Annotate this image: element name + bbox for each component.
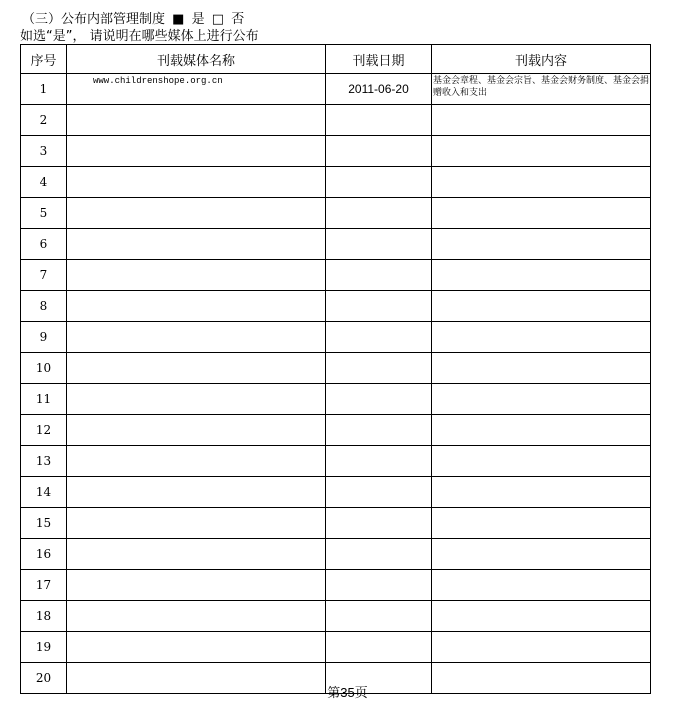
row-media-name [67, 477, 326, 508]
header-content: 刊载内容 [432, 45, 651, 74]
row-media-name [67, 260, 326, 291]
row-media-name [67, 508, 326, 539]
row-media-name [67, 539, 326, 570]
row-media-name [67, 198, 326, 229]
table-row [21, 601, 651, 632]
row-date [326, 601, 432, 632]
table-row [21, 105, 651, 136]
row-content [432, 415, 651, 446]
row-date [326, 508, 432, 539]
instruction-text: 如选“是”， 请说明在哪些媒体上进行公布 [20, 29, 259, 44]
table-row [21, 260, 651, 291]
row-index: 8 [21, 291, 67, 322]
row-index: 18 [21, 601, 67, 632]
table-row [21, 353, 651, 384]
row-index: 19 [21, 632, 67, 663]
row-media-name [67, 105, 326, 136]
row-content [432, 291, 651, 322]
row-content [432, 167, 651, 198]
row-content [432, 198, 651, 229]
row-content [432, 322, 651, 353]
table-row [21, 384, 651, 415]
table-row [21, 508, 651, 539]
row-date [326, 632, 432, 663]
row-index: 14 [21, 477, 67, 508]
row-date [326, 291, 432, 322]
yes-label: 是 [191, 12, 205, 27]
no-label: 否 [231, 12, 245, 27]
row-content [432, 570, 651, 601]
row-content [432, 353, 651, 384]
row-media-name [67, 384, 326, 415]
table-row [21, 229, 651, 260]
row-media-name [67, 570, 326, 601]
row-content [432, 508, 651, 539]
section-heading [22, 12, 244, 27]
row-media-name [67, 291, 326, 322]
row-media-name [67, 601, 326, 632]
row-index: 2 [21, 105, 67, 136]
row-date [326, 353, 432, 384]
row-index: 12 [21, 415, 67, 446]
table-row [21, 632, 651, 663]
table-row [21, 74, 651, 105]
row-media-name [67, 632, 326, 663]
header-index: 序号 [21, 45, 67, 74]
table-row [21, 136, 651, 167]
row-date [326, 539, 432, 570]
row-date [326, 167, 432, 198]
table-row [21, 570, 651, 601]
table-row [21, 291, 651, 322]
row-date [326, 570, 432, 601]
row-date: 2011-06-20 [326, 74, 432, 105]
row-date [326, 198, 432, 229]
row-content [432, 539, 651, 570]
row-index: 5 [21, 198, 67, 229]
row-index: 17 [21, 570, 67, 601]
row-content [432, 136, 651, 167]
table-body [21, 74, 651, 694]
header-date: 刊载日期 [326, 45, 432, 74]
row-media-name [67, 322, 326, 353]
row-media-name [67, 353, 326, 384]
yes-checkbox: ■ [172, 12, 185, 27]
row-date [326, 229, 432, 260]
header-media-name: 刊载媒体名称 [67, 45, 326, 74]
row-content [432, 105, 651, 136]
table-row [21, 167, 651, 198]
row-index: 3 [21, 136, 67, 167]
table-row [21, 198, 651, 229]
row-content [432, 477, 651, 508]
row-date [326, 415, 432, 446]
row-index: 20 [21, 663, 67, 694]
row-content [432, 384, 651, 415]
row-index: 15 [21, 508, 67, 539]
row-media-name [67, 229, 326, 260]
row-date [326, 260, 432, 291]
row-date [326, 477, 432, 508]
row-index: 11 [21, 384, 67, 415]
row-media-name [67, 446, 326, 477]
row-media-name [67, 167, 326, 198]
table-row [21, 539, 651, 570]
row-content [432, 229, 651, 260]
row-index: 4 [21, 167, 67, 198]
row-index: 13 [21, 446, 67, 477]
row-index: 1 [21, 74, 67, 105]
section-title: （三）公布内部管理制度 [22, 12, 166, 27]
row-content [432, 601, 651, 632]
row-index: 9 [21, 322, 67, 353]
table-row [21, 477, 651, 508]
row-content: 基金会章程、基金会宗旨、基金会财务制度、基金会捐赠收入和支出 [432, 74, 651, 105]
row-index: 16 [21, 539, 67, 570]
row-date [326, 446, 432, 477]
row-date [326, 105, 432, 136]
page-number: 第35页 [327, 685, 368, 700]
row-content [432, 260, 651, 291]
no-checkbox: □ [211, 12, 225, 27]
row-media-name: www.childrenshope.org.cn [67, 74, 326, 105]
row-media-name [67, 415, 326, 446]
row-date [326, 384, 432, 415]
row-date [326, 136, 432, 167]
row-index: 10 [21, 353, 67, 384]
table-row [21, 415, 651, 446]
row-index: 7 [21, 260, 67, 291]
row-content [432, 632, 651, 663]
row-content [432, 446, 651, 477]
publication-table [20, 44, 651, 694]
table-header-row [21, 45, 651, 74]
row-index: 6 [21, 229, 67, 260]
table-row [21, 446, 651, 477]
row-media-name [67, 136, 326, 167]
row-date [326, 322, 432, 353]
table-row [21, 322, 651, 353]
